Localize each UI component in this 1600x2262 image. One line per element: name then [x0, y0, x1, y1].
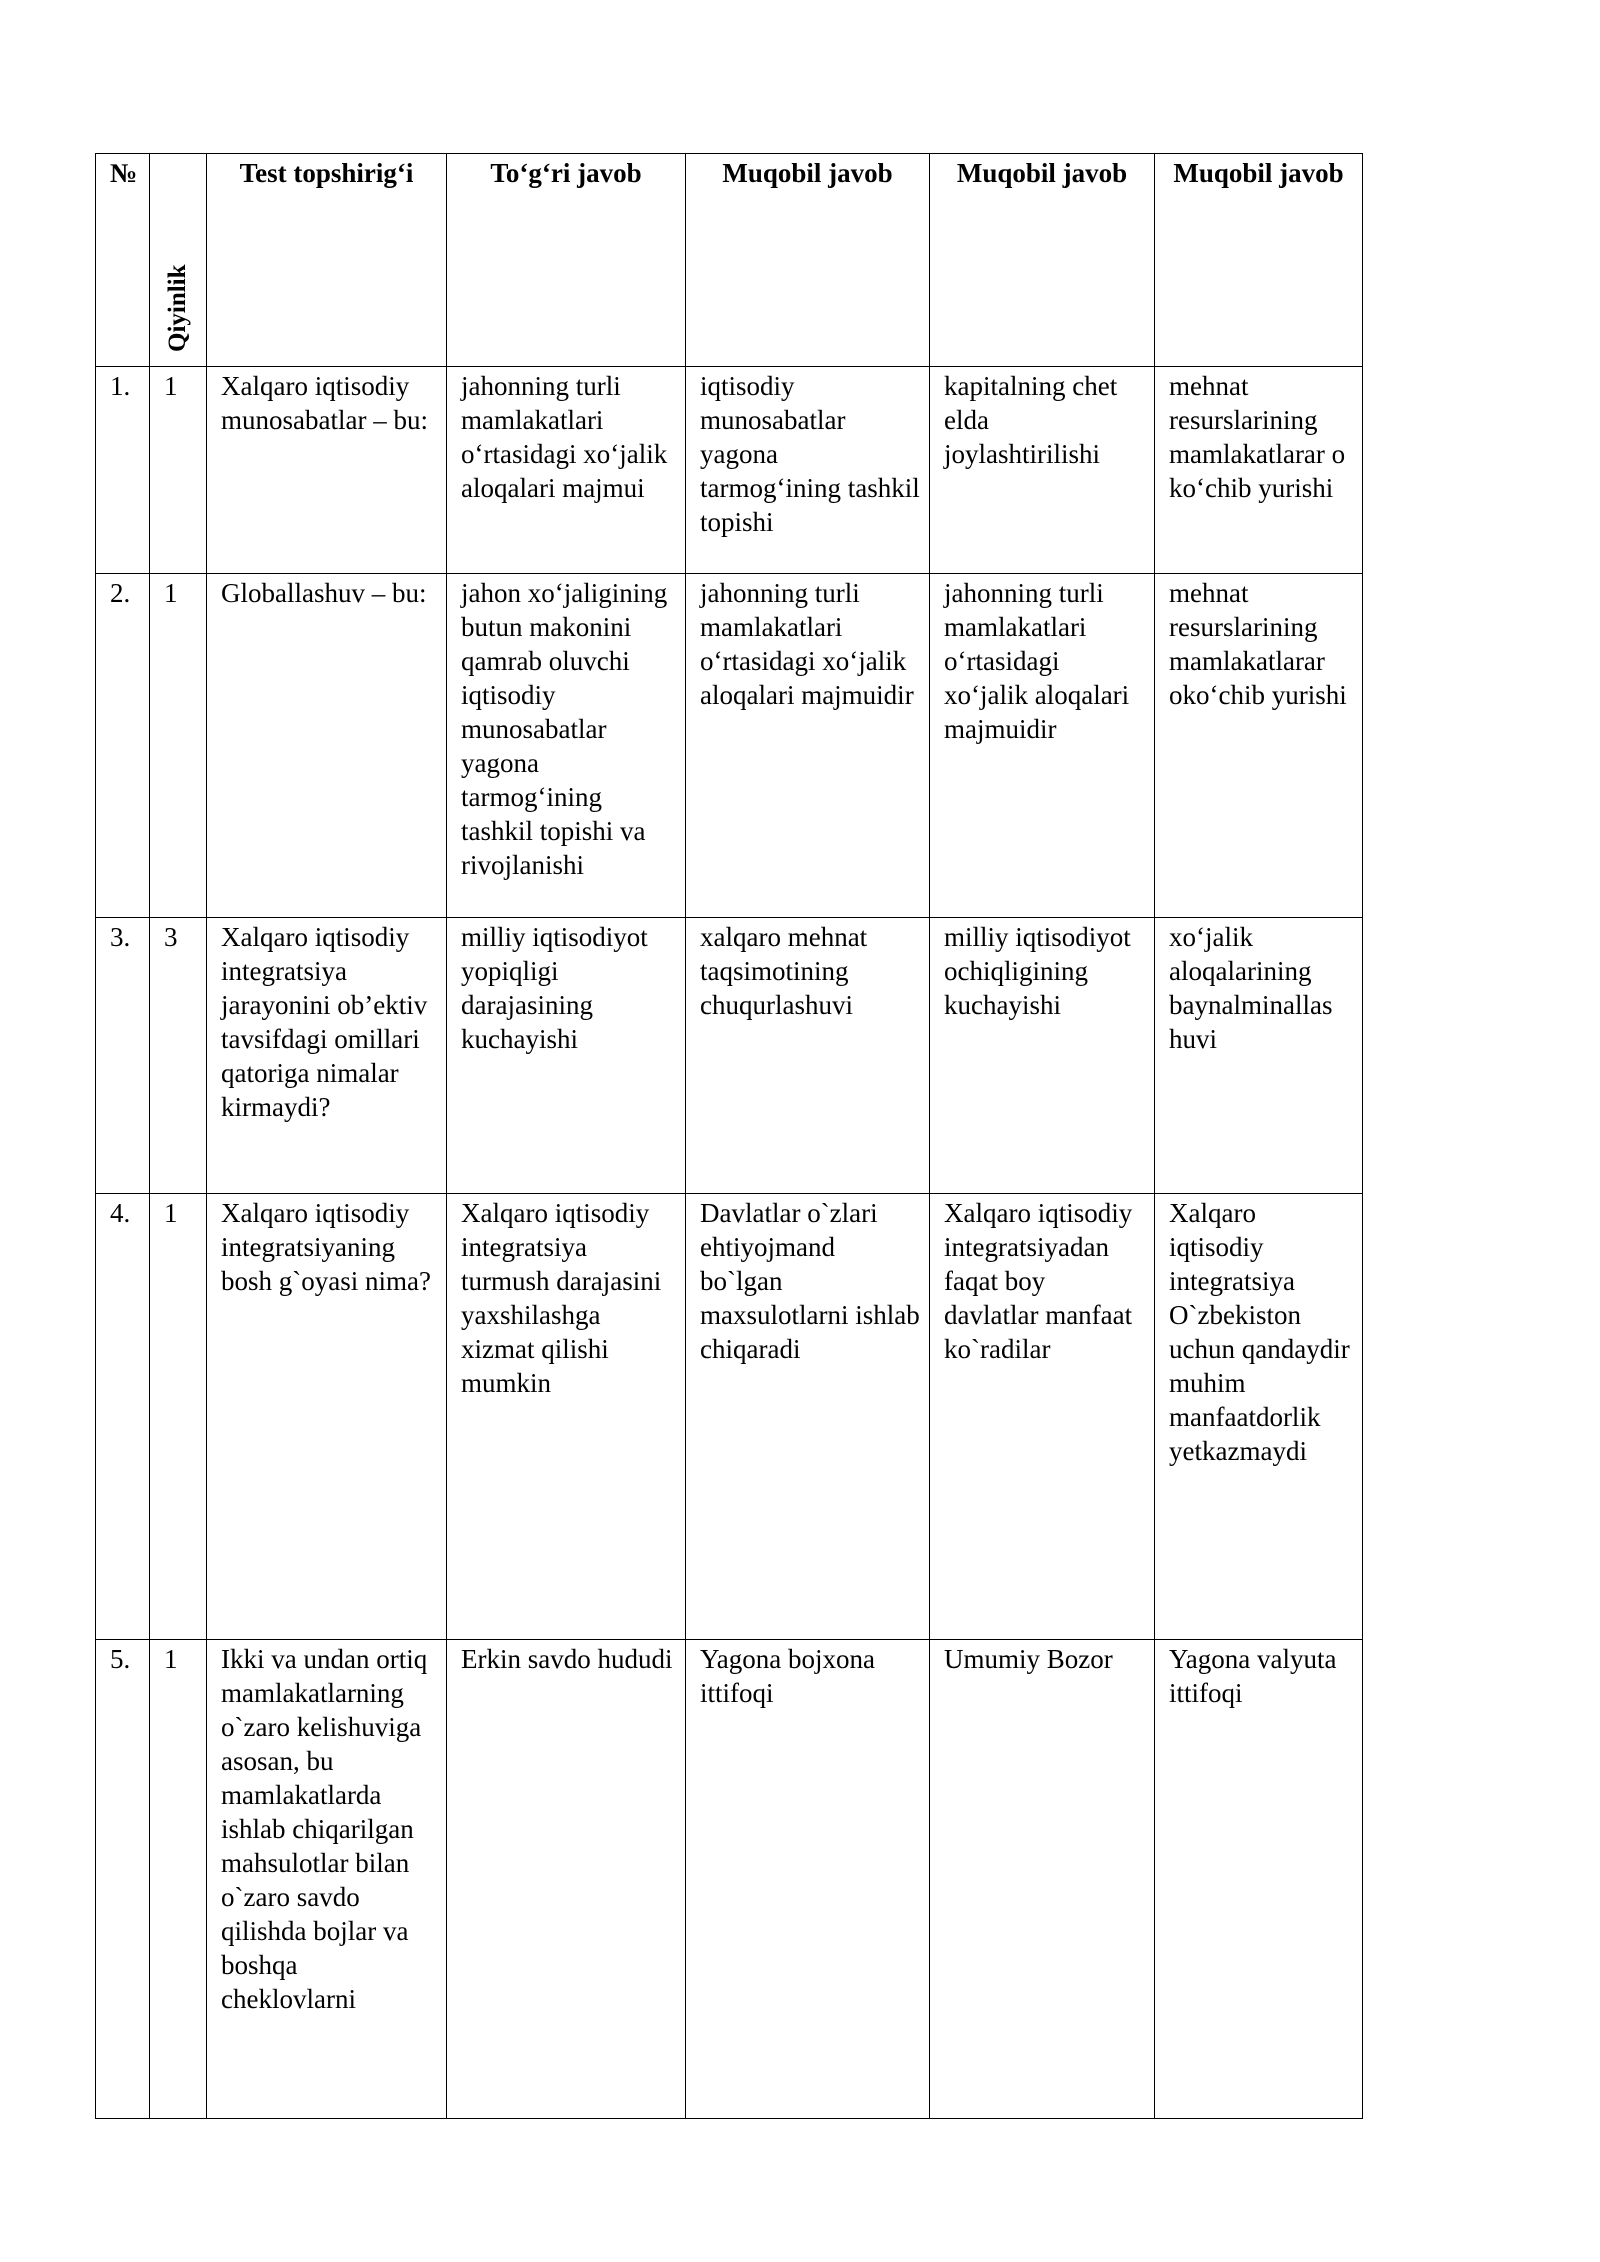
row-correct-answer: Xalqaro iqtisodiy integratsiya turmush darajasini yaxshilashga xizmat qilishi mumkin	[447, 1194, 686, 1640]
row-difficulty: 1	[150, 1640, 207, 2119]
row-task: Globallashuv – bu:	[207, 574, 447, 918]
header-task: Test topshirig‘i	[207, 154, 447, 367]
row-number: 5.	[96, 1640, 150, 2119]
row-alternative-answer-2: Xalqaro iqtisodiy integratsiyadan faqat boy davlatlar manfaat ko`radilar	[930, 1194, 1155, 1640]
row-task: Xalqaro iqtisodiy integratsiya jarayonini ob’ektiv tavsifdagi omillari qatoriga nimalar kirmaydi?	[207, 918, 447, 1194]
row-number: 4.	[96, 1194, 150, 1640]
row-difficulty: 1	[150, 367, 207, 574]
header-correct-answer: To‘g‘ri javob	[447, 154, 686, 367]
row-alternative-answer-2: Umumiy Bozor	[930, 1640, 1155, 2119]
header-alternative-answer-2: Muqobil javob	[930, 154, 1155, 367]
row-correct-answer: Erkin savdo hududi	[447, 1640, 686, 2119]
row-correct-answer: jahonning turli mamlakatlari o‘rtasidagi xo‘jalik aloqalari majmui	[447, 367, 686, 574]
header-alternative-answer-1: Muqobil javob	[686, 154, 930, 367]
header-row	[96, 154, 1363, 367]
row-alternative-answer-1: xalqaro mehnat taqsimotining chuqurlashuvi	[686, 918, 930, 1194]
table-row	[96, 1640, 1363, 2119]
header-difficulty-label: Qiyinlik	[164, 264, 191, 352]
row-number: 1.	[96, 367, 150, 574]
row-difficulty: 3	[150, 918, 207, 1194]
header-number: №	[96, 154, 150, 367]
row-alternative-answer-2: milliy iqtisodiyot ochiqligining kuchayishi	[930, 918, 1155, 1194]
row-alternative-answer-1: Davlatlar o`zlari ehtiyojmand bo`lgan maxsulotlarni ishlab chiqaradi	[686, 1194, 930, 1640]
test-table	[95, 153, 1363, 2119]
row-alternative-answer-3: Xalqaro iqtisodiy integratsiya O`zbekiston uchun qandaydir muhim manfaatdorlik yetkazmaydi	[1155, 1194, 1363, 1640]
header-alternative-answer-3: Muqobil javob	[1155, 154, 1363, 367]
row-correct-answer: milliy iqtisodiyot yopiqligi darajasining kuchayishi	[447, 918, 686, 1194]
table-row	[96, 1194, 1363, 1640]
row-alternative-answer-1: iqtisodiy munosabatlar yagona tarmog‘ining tashkil topishi	[686, 367, 930, 574]
row-number: 3.	[96, 918, 150, 1194]
row-task: Xalqaro iqtisodiy integratsiyaning bosh g`oyasi nima?	[207, 1194, 447, 1640]
row-alternative-answer-1: jahonning turli mamlakatlari o‘rtasidagi xo‘jalik aloqalari majmuidir	[686, 574, 930, 918]
table-row	[96, 918, 1363, 1194]
row-number: 2.	[96, 574, 150, 918]
row-task: Xalqaro iqtisodiy munosabatlar – bu:	[207, 367, 447, 574]
row-correct-answer: jahon xo‘jaligining butun makonini qamrab oluvchi iqtisodiy munosabatlar yagona tarmog‘ining tashkil topishi va rivojlanishi	[447, 574, 686, 918]
row-task: Ikki va undan ortiq mamlakatlarning o`zaro kelishuviga asosan, bu mamlakatlarda ishlab chiqarilgan mahsulotlar bilan o`zaro savdo qilishda bojlar va boshqa cheklovlarni	[207, 1640, 447, 2119]
table-row	[96, 367, 1363, 574]
row-alternative-answer-2: kapitalning chet elda joylashtirilishi	[930, 367, 1155, 574]
row-alternative-answer-3: Yagona valyuta ittifoqi	[1155, 1640, 1363, 2119]
row-alternative-answer-1: Yagona bojxona ittifoqi	[686, 1640, 930, 2119]
row-alternative-answer-3: mehnat resurslarining mamlakatlarar oko‘chib yurishi	[1155, 574, 1363, 918]
row-alternative-answer-3: mehnat resurslarining mamlakatlarar o ko‘chib yurishi	[1155, 367, 1363, 574]
table-row	[96, 574, 1363, 918]
row-difficulty: 1	[150, 1194, 207, 1640]
row-difficulty: 1	[150, 574, 207, 918]
row-alternative-answer-2: jahonning turli mamlakatlari o‘rtasidagi xo‘jalik aloqalari majmuidir	[930, 574, 1155, 918]
header-difficulty	[150, 154, 207, 367]
row-alternative-answer-3: xo‘jalik aloqalarining baynalminallas huvi	[1155, 918, 1363, 1194]
